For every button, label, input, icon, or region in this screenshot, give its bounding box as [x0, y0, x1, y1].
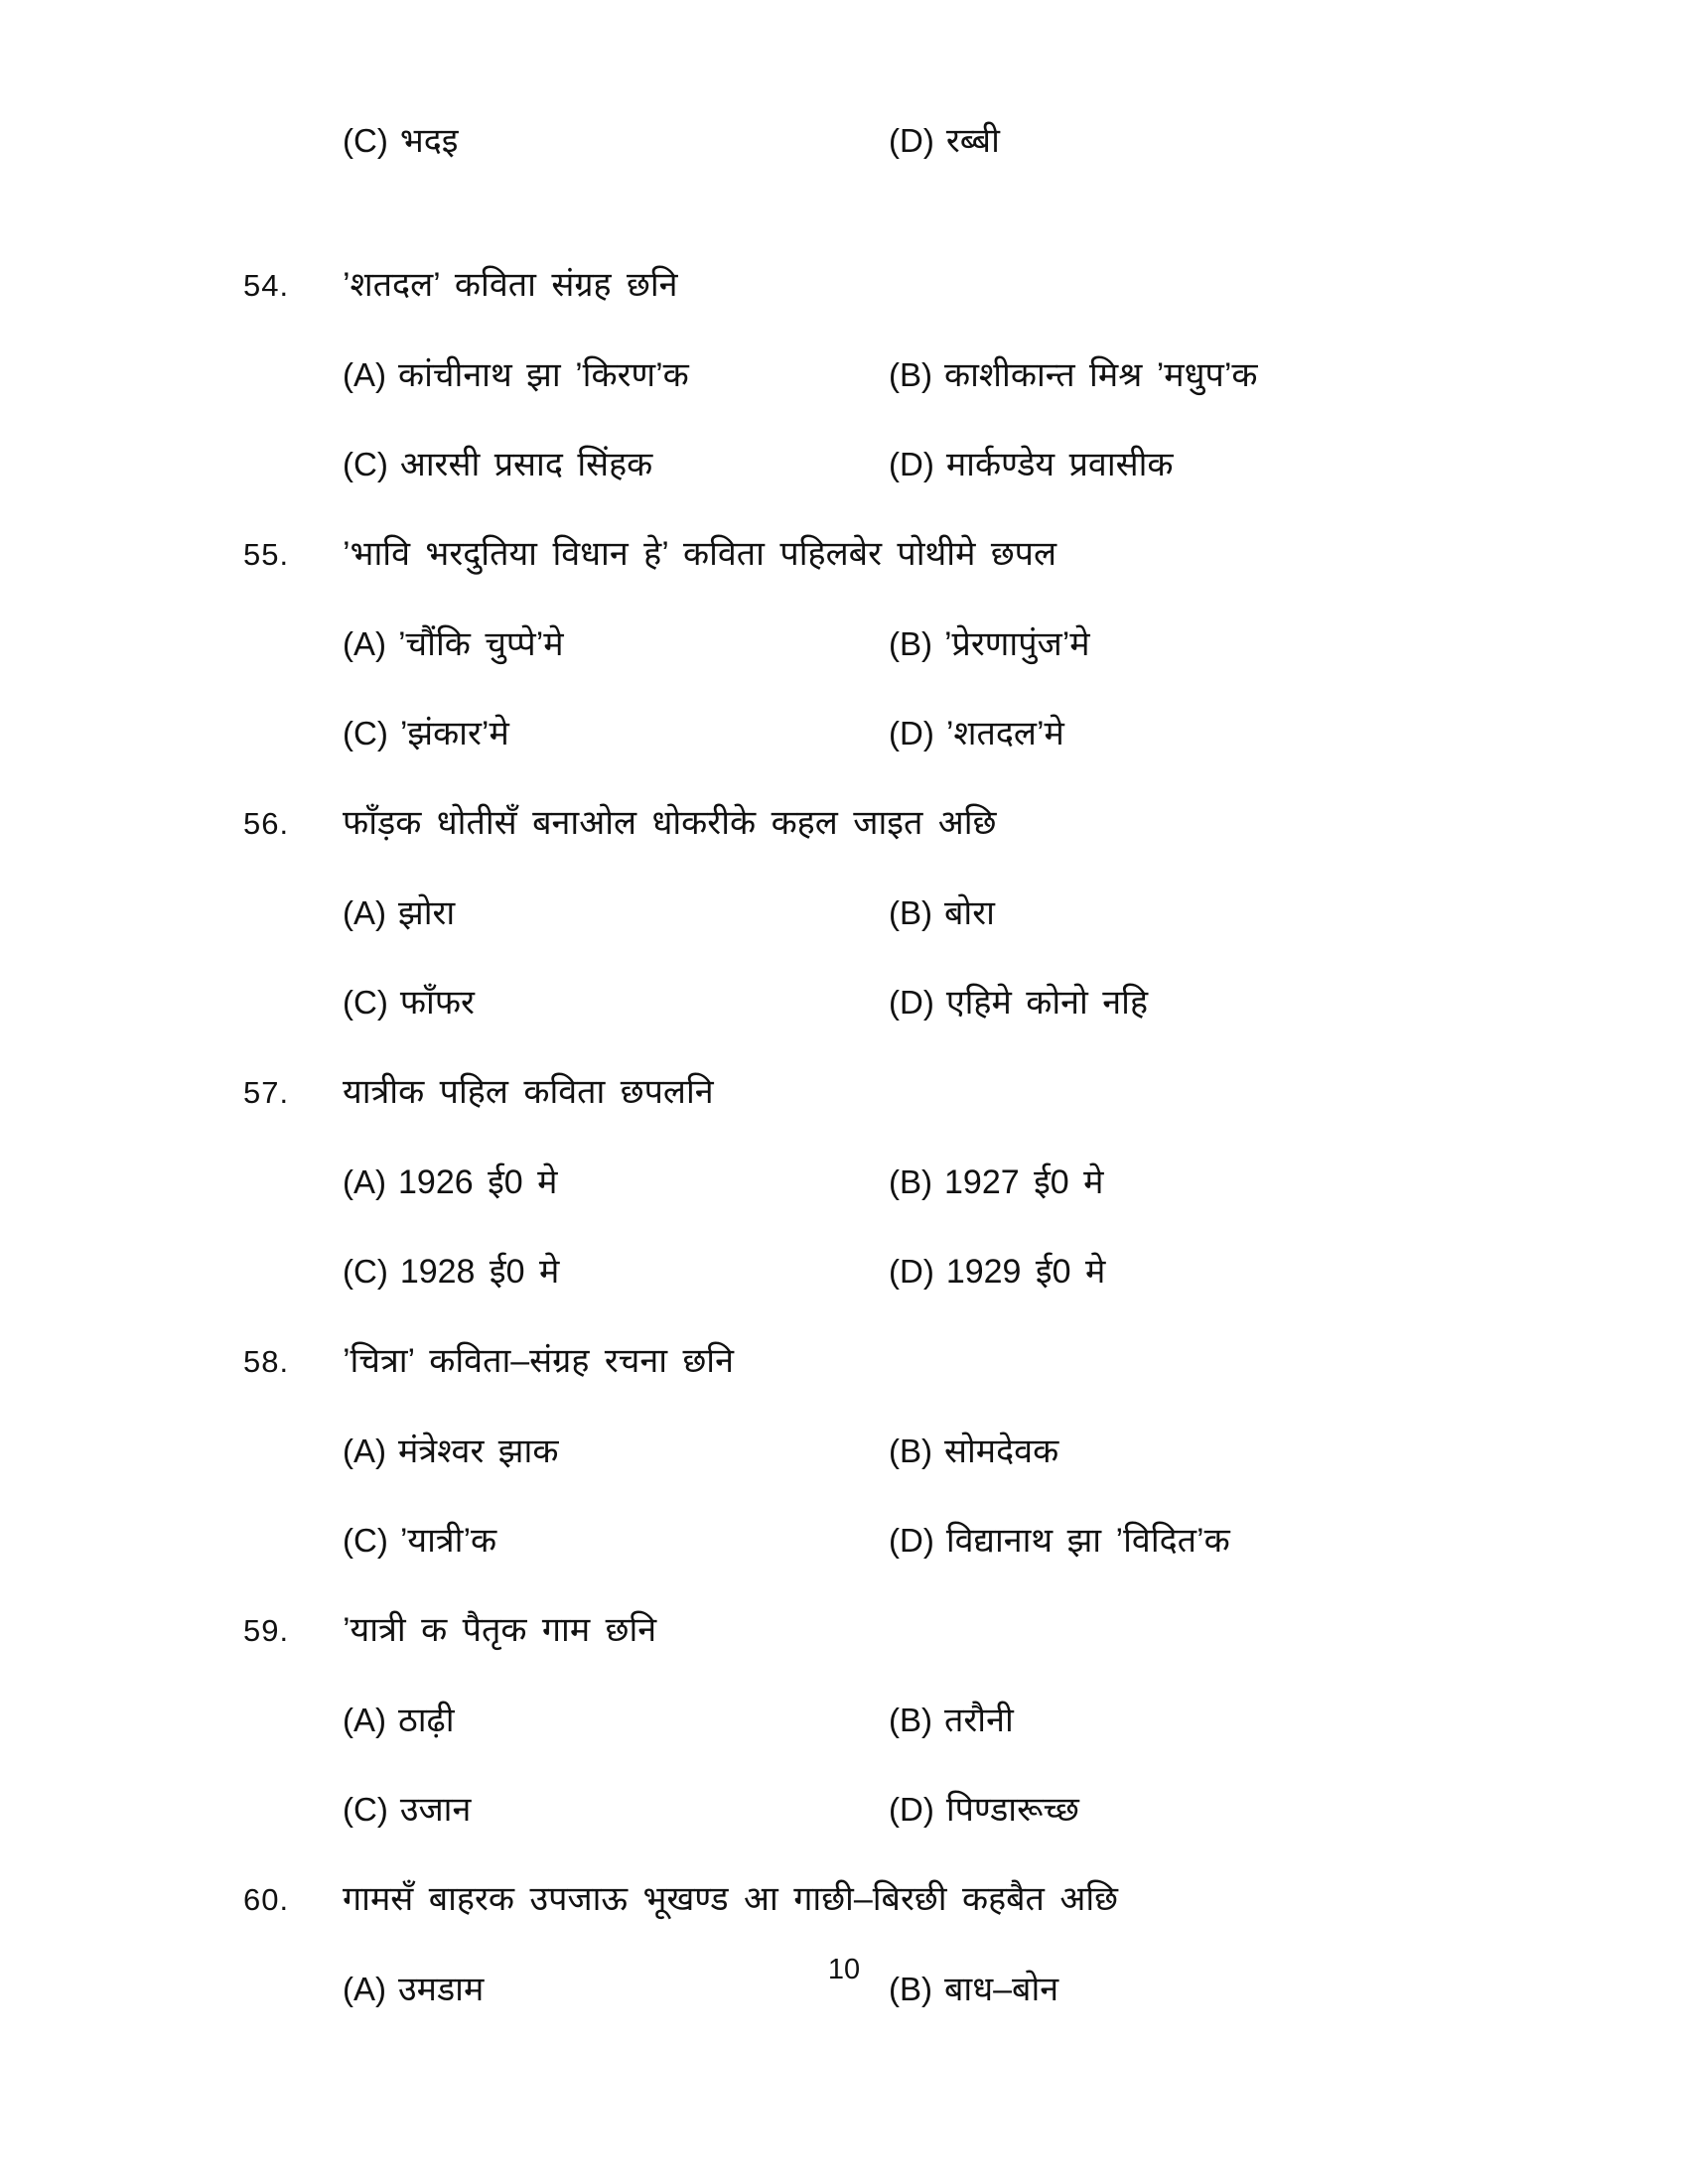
option-label: (D): [889, 446, 934, 482]
option-text: झोरा: [398, 894, 456, 932]
option-text: ’झंकार’मे: [399, 715, 509, 752]
option-label: (D): [889, 984, 934, 1021]
option-a: [343, 893, 889, 933]
option-text: काशीकान्त मिश्र ’मधुप’क: [944, 356, 1258, 394]
option-text: मंत्रेश्वर झाक: [398, 1433, 559, 1470]
option-text: उजान: [399, 1791, 472, 1829]
option-c: [343, 445, 889, 484]
option-a: [343, 355, 889, 395]
question-text: ’भावि भरदुतिया विधान हे’ कविता पहिलबेर पोथीमे छपल: [343, 535, 1057, 573]
option-d: [889, 1790, 1079, 1830]
question-57: [243, 1072, 1569, 1113]
option-text: एहिमे कोनो नहि: [945, 984, 1149, 1022]
option-c: [343, 714, 889, 753]
option-b: [889, 1432, 1058, 1471]
question-59-options-ab: [243, 1701, 1569, 1740]
option-label: (A): [343, 1702, 386, 1738]
question-number: 56.: [243, 806, 290, 841]
option-text: आरसी प्रसाद सिंहक: [399, 446, 653, 483]
option-label: (C): [343, 984, 388, 1021]
option-d: [889, 445, 1174, 484]
option-label: (D): [889, 1522, 934, 1559]
option-label: (B): [889, 1433, 932, 1469]
question-55: [243, 534, 1569, 575]
option-c: [343, 1521, 889, 1561]
option-label: (C): [343, 1253, 388, 1290]
option-d: [889, 1252, 1105, 1292]
option-b: [889, 1162, 1103, 1202]
question-56-options-ab: [243, 893, 1569, 933]
option-text: 1928 ई0 मे: [399, 1253, 560, 1291]
option-d: [889, 983, 1148, 1023]
option-label: (B): [889, 356, 932, 393]
question-text: ’चित्रा’ कविता–संग्रह रचना छनि: [343, 1342, 734, 1380]
question-number: 57.: [243, 1075, 290, 1110]
option-label: (C): [343, 122, 388, 159]
question-59: [243, 1610, 1569, 1651]
question-text: गामसँ बाहरक उपजाऊ भूखण्ड आ गाछी–बिरछी कहबैत अछि: [343, 1880, 1118, 1918]
question-60: [243, 1879, 1569, 1920]
option-b: [889, 624, 1090, 664]
option-text: ’चौंकि चुप्पे’मे: [398, 625, 564, 663]
option-d-partial: [889, 121, 1000, 161]
question-number: 55.: [243, 537, 290, 572]
option-b: [889, 893, 995, 933]
option-d: [889, 714, 1064, 753]
question-54-options-ab: [243, 355, 1569, 395]
option-a: [343, 624, 889, 664]
partial-question-options-row: [243, 121, 1569, 161]
option-label: (A): [343, 1433, 386, 1469]
option-b: [889, 355, 1258, 395]
option-text: ’शतदल’मे: [945, 715, 1064, 752]
option-c: [343, 983, 889, 1023]
question-54-options-cd: [243, 445, 1569, 484]
option-c: [343, 1252, 889, 1292]
option-label: (A): [343, 1971, 386, 2007]
option-text: विद्यानाथ झा ’विदित’क: [945, 1522, 1230, 1560]
question-number: 54.: [243, 268, 290, 303]
option-label: (D): [889, 715, 934, 751]
option-text: सोमदेवक: [944, 1433, 1059, 1470]
option-c-partial: [343, 121, 889, 161]
option-text: मार्कण्डेय प्रवासीक: [945, 446, 1174, 483]
question-58: [243, 1341, 1569, 1382]
option-text: 1929 ई0 मे: [945, 1253, 1106, 1291]
question-59-options-cd: [243, 1790, 1569, 1830]
option-label: (D): [889, 1253, 934, 1290]
option-label: (A): [343, 356, 386, 393]
option-text: 1926 ई0 मे: [398, 1163, 558, 1201]
question-55-options-cd: [243, 714, 1569, 753]
option-c: [343, 1790, 889, 1830]
option-label: (B): [889, 625, 932, 662]
option-label: (C): [343, 1791, 388, 1828]
option-label: (C): [343, 1522, 388, 1559]
question-57-options-cd: [243, 1252, 1569, 1292]
option-a: [343, 1701, 889, 1740]
option-label: (B): [889, 1971, 932, 2007]
option-text: 1927 ई0 मे: [944, 1163, 1104, 1201]
option-label: (C): [343, 715, 388, 751]
option-text: बाध–बोन: [944, 1971, 1059, 2008]
option-label: (B): [889, 894, 932, 931]
option-text: ठाढ़ी: [398, 1702, 455, 1739]
option-text: ’यात्री’क: [399, 1522, 497, 1560]
question-58-options-ab: [243, 1432, 1569, 1471]
question-57-options-ab: [243, 1162, 1569, 1202]
option-text: रब्बी: [945, 122, 1000, 160]
option-label: (D): [889, 1791, 934, 1828]
option-label: (B): [889, 1163, 932, 1200]
option-b: [889, 1701, 1014, 1740]
question-number: 58.: [243, 1344, 290, 1379]
option-a: [343, 1162, 889, 1202]
question-56: [243, 803, 1569, 844]
question-number: 60.: [243, 1882, 290, 1917]
question-text: फाँड़क धोतीसँ बनाओल धोकरीके कहल जाइत अछि: [343, 804, 997, 842]
option-text: कांचीनाथ झा ’किरण’क: [398, 356, 689, 394]
option-text: उमडाम: [398, 1971, 485, 2008]
option-label: (D): [889, 122, 934, 159]
option-text: भदइ: [399, 122, 459, 160]
question-56-options-cd: [243, 983, 1569, 1023]
question-55-options-ab: [243, 624, 1569, 664]
option-text: फाँफर: [399, 984, 475, 1022]
question-text: यात्रीक पहिल कविता छपलनि: [343, 1073, 714, 1111]
question-text: ’शतदल’ कविता संग्रह छनि: [343, 266, 678, 304]
option-d: [889, 1521, 1230, 1561]
question-54: [243, 265, 1569, 306]
option-text: पिण्डारूच्छ: [945, 1791, 1079, 1829]
option-label: (C): [343, 446, 388, 482]
option-label: (B): [889, 1702, 932, 1738]
page-number: 10: [827, 1954, 861, 1985]
question-number: 59.: [243, 1613, 290, 1648]
option-label: (A): [343, 1163, 386, 1200]
option-text: तरौनी: [944, 1702, 1014, 1739]
option-label: (A): [343, 894, 386, 931]
option-a: [343, 1432, 889, 1471]
option-text: ’प्रेरणापुंज’मे: [944, 625, 1090, 663]
question-58-options-cd: [243, 1521, 1569, 1561]
option-text: बोरा: [944, 894, 995, 932]
option-label: (A): [343, 625, 386, 662]
question-text: ’यात्री क पैतृक गाम छनि: [343, 1611, 657, 1649]
